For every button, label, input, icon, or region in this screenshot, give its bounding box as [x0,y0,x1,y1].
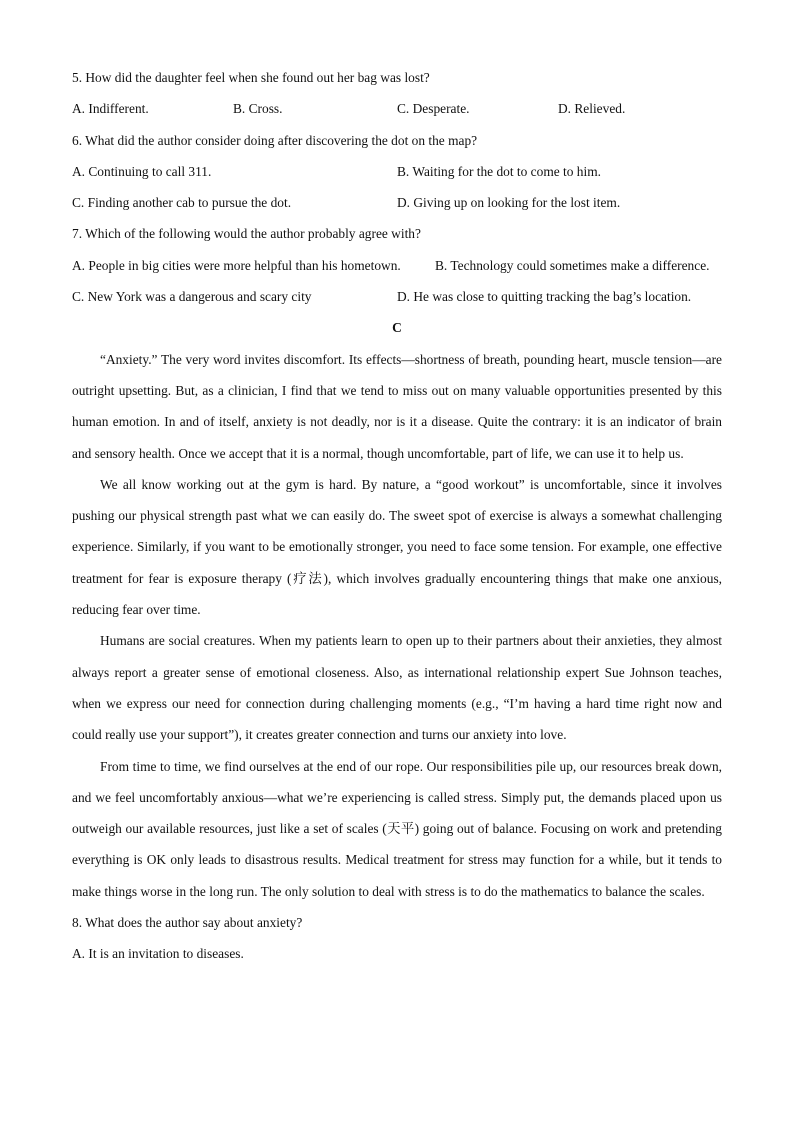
question-7-text: 7. Which of the following would the author probably agree with? [72,226,421,242]
q6-option-d: D. Giving up on looking for the lost item. [397,195,621,211]
q7-option-a: A. People in big cities were more helpful than his hometown. [72,257,401,273]
question-6-text: 6. What did the author consider doing after discovering the dot on the map? [72,132,478,148]
question-6-options-row-2 [72,187,722,218]
q6-option-c: C. Finding another cab to pursue the dot. [72,195,292,211]
paragraph-1-text: “Anxiety.” The very word invites discomfort. Its effects—shortness of breath, pounding heart, muscle tension—are outright upsetting. But, as a clinician, I find that we tend to miss out on many valuable opportunities presented by this human emotion. In and of itself, anxiety is not deadly, nor is it a disease. Quite the contrary: it is an indicator of brain and sensory health. Once we accept that it is a normal, though uncomfortable, part of life, we can use it to help us. [72,351,722,461]
passage-paragraph-2 [72,469,722,625]
passage-paragraph-3 [72,625,722,750]
section-c-title: C [392,320,402,336]
q7-option-c: C. New York was a dangerous and scary city [72,289,312,305]
q8-option-a: A. It is an invitation to diseases. [72,946,244,962]
question-5-text: 5. How did the daughter feel when she found out her bag was lost? [72,70,430,85]
q5-option-c: C. Desperate. [397,101,470,117]
question-7-options-row-2 [72,281,722,312]
question-8-text: 8. What does the author say about anxiety? [72,915,303,931]
q6-option-b: B. Waiting for the dot to come to him. [397,163,601,179]
paragraph-3-text: Humans are social creatures. When my patients learn to open up to their partners about their anxieties, they almost always report a greater sense of emotional closeness. Also, as international relationship expert Sue Johnson teaches, when we express our need for connection during challenging moments (e.g., “I’m having a hard time right now and could really use your support”), it creates greater connection and turns our anxiety into love. [72,633,722,743]
passage-paragraph-4 [72,751,722,907]
question-7-options-row-1 [72,250,722,281]
paragraph-2-text: We all know working out at the gym is hard. By nature, a “good workout” is uncomfortable, since it involves pushing our physical strength past what we can easily do. The sweet spot of exercise is always a somewhat challenging experience. Similarly, if you want to be emotionally stronger, you need to face some tension. For example, one effective treatment for fear is exposure therapy (疗法), which involves gradually encountering things that make one anxious, reducing fear over time. [72,476,722,618]
q7-option-d: D. He was close to quitting tracking the bag’s location. [397,289,692,305]
question-6-options-row-1 [72,156,722,187]
exam-page [72,62,722,970]
passage-paragraph-1 [72,344,722,469]
paragraph-4-text: From time to time, we find ourselves at the end of our rope. Our responsibilities pile up, our resources break down, and we feel uncomfortably anxious—what we’re experiencing is called stress. Simply put, the demands placed upon us outweigh our available resources, just like a set of scales (天平) going out of balance. Focusing on work and pretending everything is OK only leads to disastrous results. Medical treatment for stress may function for a while, but it tends to make things worse in the long run. The only solution to deal with stress is to do the mathematics to balance the scales. [72,758,722,899]
q5-option-b: B. Cross. [233,101,283,117]
q5-option-d: D. Relieved. [558,101,626,117]
q6-option-a: A. Continuing to call 311. [72,163,212,179]
question-5-options [72,93,722,124]
q7-option-b: B. Technology could sometimes make a difference. [435,257,710,273]
q5-option-a: A. Indifferent. [72,101,149,117]
